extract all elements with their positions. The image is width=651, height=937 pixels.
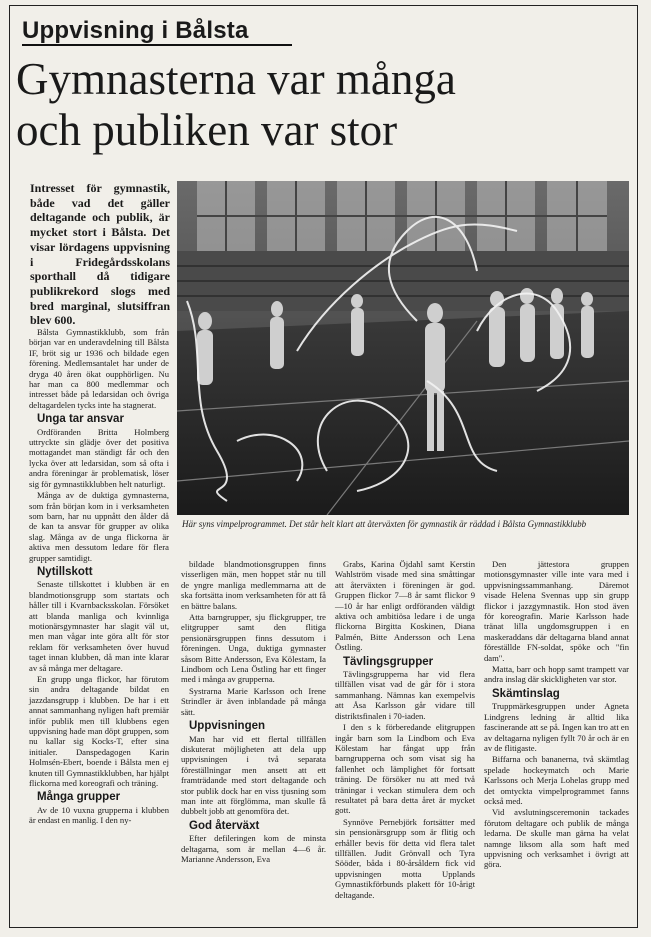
paragraph: Biffarna och bananerna, två skämtlag spelade hockeymatch och Marie Karlssons och Merja Lohelas grupp med det omtyckta vimpelprogrammet fanns också med. (484, 754, 629, 806)
lead-paragraph: Intresset för gymnastik, både vad det gäller deltagande och publik, är mycket stort i Bålsta. Det visar lördagens uppvisning i Fridegårdsskolans sporthall då tidigare publikrekord slogs med bred marginal, slutsiffran blev 600. (30, 181, 170, 328)
kicker-underline (22, 44, 292, 46)
paragraph: Många av de duktiga gymnasterna, som från början kom in i verksamheten som barn, har nu uppnått den ålder då de kan ta ansvar för grupper av olika slag. Många av de unga flickorna är aktiva men dessutom ledare för flera grupper samtidigt. (29, 490, 169, 563)
subheading: God återväxt (189, 819, 260, 832)
subheading: Tävlingsgrupper (343, 655, 434, 668)
photo-illustration (177, 181, 629, 515)
article-column-4 (484, 559, 629, 871)
paragraph: Efter defileringen kom de minsta deltagarna, som är mellan 4—6 år. Marianne Andersson, Eva (181, 833, 326, 864)
paragraph: Matta, barr och hopp samt trampett var andra inslag där skickligheten var stor. (484, 664, 629, 685)
paragraph: Den jättestora gruppen motionsgymnaster ville inte vara med i uppvisningssammanhang. Däremot visade Helena Svennas upp sin grupp flickor i jazzgymnastik. Hon stod även för koreografin. Marie Karlsson hade tränat lilla ungdomsgruppen i en maskeraddans där deltagarna bland annat föreställde FN-soldat, spöke och "fin dam". (484, 559, 629, 663)
article-column-1 (29, 327, 169, 827)
paragraph: Senaste tillskottet i klubben är en blandmotionsgrupp som startats och håller till i Kvarnbacksskolan. Försöket att blanda manliga och kvinnliga motionärsgymnaster har slagit väl ut, men man vågar inte göra allt för stor reklam för verksamheten över huvud taget innan klubben, då man inte klarar av så många mer deltagare. (29, 579, 169, 673)
paragraph: Tävlingsgrupperna har vid flera tillfällen visat vad de går för i stora sammanhang. Nämnas kan exempelvis att Åsa Karlsson går vidare till distriktsfinalen i 70-iaden. (335, 669, 475, 721)
article-column-2 (181, 559, 326, 865)
paragraph: Atta barngrupper, sju flickgrupper, tre elitgrupper samt den flitiga pensionärsgruppen finns dessutom i föreningen. Unga, duktiga gymnaster såsom Bitte Andersson, Eva Kölestam, Ia Lindbom och Lena Östling har ett finger med i många av grupperna. (181, 612, 326, 685)
subheading: Nytillskott (37, 565, 93, 578)
article-column-3 (335, 559, 475, 901)
headline-line-1: Gymnasterna var många (16, 54, 456, 104)
paragraph: Man har vid ett flertal tillfällen diskuterat möjligheten att dela upp uppvisningen i två separata föreställningar men ansett att ett framträdande med stort deltagande och stor publik dock har en viss tjusning som man inte att förglömma, man skulle få dubbelt jobb att genomföra det. (181, 733, 326, 817)
paragraph: Bålsta Gymnastikklubb, som från början var en underavdelning till Bålsta IF, bröt sig ur 1936 och bildade egen förening. Medlemsantalet har under de dryga 40 åren ökat oupphörligen. Nu har man ca 800 medlemmar och intresset både på ledarsidan och övriga deltagardelen tycks inte ha stagnerat. (29, 327, 169, 410)
headline (16, 54, 626, 156)
paragraph: En grupp unga flickor, har förutom sin andra deltagande bildat en jazzdansgrupp i klubben. De har i ett annat sammanhang nyligen haft premiär inför publik men till klubbens egen uppvisning hade man döpt gruppen, som nu kallar sig Kocks-T, efter sina initialer. Danspedagogen Karin Holmsén-Ebert, boende i Bålsta men ej knuten till Gymnastikklubben, har hjälpt flickorna med koreografi och träning. (29, 674, 169, 789)
paragraph: Vid avslutningsceremonin tackades förutom deltagare och publik de många ledarna. De skulle man gärna ha velat namnge liksom alla som haft med uppvisning och verksamhet i övrigt att göra. (484, 807, 629, 870)
paragraph: Av de 10 vuxna grupperna i klubben är endast en manlig. I den ny- (29, 804, 169, 826)
gymnastics-photo (177, 181, 629, 515)
paragraph: I den s k förberedande elitgruppen ingår barn som Ia Lindbom och Eva Kölestam har fångat upp från barngrupperna och som visat sig ha fallenhet och lämplighet för fortsatt träning. De försöker nu att med två träningar i veckan stimulera dem och resultatet på bara detta året är mycket gott. (335, 722, 475, 816)
paragraph: Truppmärkesgruppen under Agneta Lindgrens ledning är alltid lika fascinerande att se på. Ingen kan tro att en av deltagarna nyligen fyllt 70 år och är en av de flitigaste. (484, 701, 629, 753)
photo-caption: Här syns vimpelprogrammet. Det står helt klart att återväxten för gymnastik är räddad i Bålsta Gymnastikklubb (182, 519, 587, 529)
paragraph: Synnöve Pernebjörk fortsätter med sin pensionärsgrupp som är flitig och erhåller bevis för detta vid flera talet tillfällen. Judit Grönvall och Tyra Sööder, båda i 80-årsåldern fick vid uppvisningen motta Upplands Gymnastikförbunds plakett för 10-årigt deltagande. (335, 816, 475, 900)
paragraph: Systrarna Marie Karlsson och Irene Strindler är även inblandade på många sätt. (181, 685, 326, 717)
paragraph: Grabs, Karina Öjdahl samt Kerstin Wahlström visade med sina småttingar att återväxten i föreningen är god. Gruppen flickor 7—8 år samt flickor 9—10 år har enligt ordföranden väldigt aktiva och ambitiösa ledare i de unga flickorna Birgitta Koskinen, Diana Palmén, Bitte Andersson och Lena Östling. (335, 559, 475, 653)
paragraph: bildade blandmotionsgruppen finns visserligen män, men hoppet står nu till de yngre manliga medlemmarna att de ska fortsätta inom verksamheten för att få en bättre balans. (181, 559, 326, 611)
paragraph: Ordföranden Britta Holmberg uttryckte sin glädje över det positiva mottagandet man ständigt får och den lycka över att ledarsidan, som så ofta i andra föreningar är problematisk, löser sig för gymnastikklubben helt naturligt. (29, 426, 169, 489)
subheading: Unga tar ansvar (37, 413, 124, 426)
kicker: Uppvisning i Bålsta (22, 17, 249, 44)
subheading: Uppvisningen (189, 720, 266, 733)
subheading: Skämtinslag (492, 687, 560, 700)
headline-line-2: och publiken var stor (16, 105, 398, 155)
subheading: Många grupper (37, 791, 121, 804)
